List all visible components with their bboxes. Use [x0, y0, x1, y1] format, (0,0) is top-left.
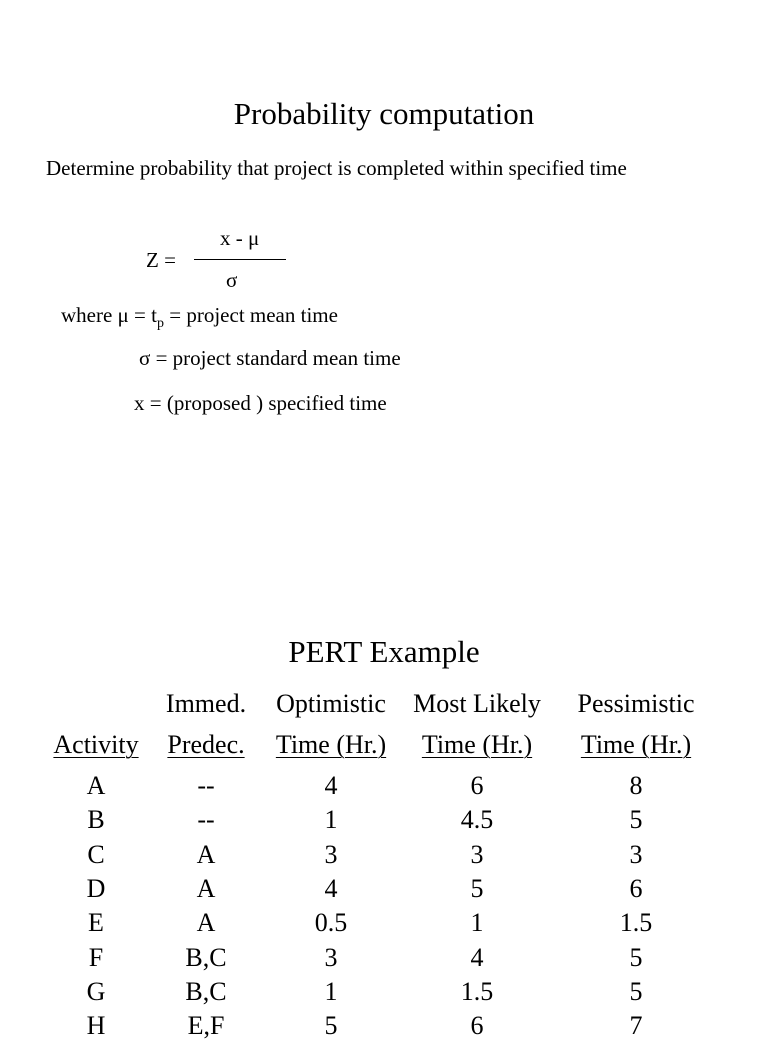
probability-description: Determine probability that project is completed within specified time [46, 156, 627, 180]
formula-lhs: Z = [146, 248, 176, 272]
pert-cell-pessimistic: 7 [629, 1011, 643, 1041]
definition-sigma: σ = project standard mean time [139, 346, 401, 370]
pert-header-bottom-2: Time (Hr.) [275, 730, 387, 759]
pert-cell-most-likely: 4.5 [460, 805, 494, 835]
formula-numerator: x - μ [220, 226, 260, 250]
definition-mu [61, 303, 338, 331]
pert-cell-activity: B [87, 805, 105, 835]
definition-mu-suffix: = project mean time [164, 303, 338, 327]
pert-header-bottom-3: Time (Hr.) [421, 730, 533, 759]
pert-cell-predecessor: -- [197, 805, 215, 835]
pert-cell-optimistic: 3 [324, 839, 338, 869]
definition-mu-prefix: where μ = t [61, 303, 157, 327]
pert-cell-activity: H [86, 1011, 106, 1041]
pert-cell-activity: C [87, 839, 105, 869]
pert-cell-optimistic: 4 [324, 873, 338, 903]
pert-cell-pessimistic: 5 [629, 805, 643, 835]
pert-header-top-1: Immed. [165, 689, 247, 718]
pert-cell-predecessor: A [196, 839, 216, 869]
formula-denominator: σ [226, 268, 238, 292]
probability-title: Probability computation [233, 96, 535, 131]
pert-cell-optimistic: 1 [324, 805, 338, 835]
pert-cell-optimistic: 1 [324, 976, 338, 1006]
pert-cell-predecessor: B,C [185, 942, 227, 972]
pert-cell-most-likely: 6 [470, 771, 484, 800]
pert-cell-optimistic: 4 [324, 771, 338, 800]
pert-cell-predecessor: A [196, 908, 216, 938]
fraction-bar [194, 259, 286, 260]
pert-cell-predecessor: E,F [187, 1011, 225, 1041]
pert-cell-pessimistic: 5 [629, 976, 643, 1006]
pert-cell-pessimistic: 1.5 [619, 908, 653, 938]
pert-cell-predecessor: -- [197, 771, 215, 800]
pert-cell-activity: F [88, 942, 104, 972]
pert-cell-most-likely: 3 [470, 839, 484, 869]
pert-cell-pessimistic: 3 [629, 839, 643, 869]
pert-cell-pessimistic: 8 [629, 771, 643, 800]
definition-x: x = (proposed ) specified time [134, 391, 387, 415]
pert-cell-predecessor: B,C [185, 976, 227, 1006]
pert-cell-most-likely: 1.5 [460, 976, 494, 1006]
pert-cell-activity: E [88, 908, 104, 938]
pert-cell-pessimistic: 6 [629, 873, 643, 903]
pert-header-bottom-0: Activity [53, 730, 139, 759]
definition-mu-subscript: p [157, 316, 164, 331]
pert-cell-optimistic: 5 [324, 1011, 338, 1041]
pert-cell-pessimistic: 5 [629, 942, 643, 972]
pert-cell-most-likely: 1 [470, 908, 484, 938]
pert-header-bottom-1: Predec. [167, 730, 245, 759]
pert-title: PERT Example [288, 634, 480, 669]
pert-cell-most-likely: 6 [470, 1011, 484, 1041]
pert-cell-optimistic: 3 [324, 942, 338, 972]
pert-cell-activity: D [86, 873, 106, 903]
pert-cell-predecessor: A [196, 873, 216, 903]
pert-header-top-4: Pessimistic [577, 689, 695, 718]
pert-header-top-3: Most Likely [413, 689, 541, 718]
pert-header-top-2: Optimistic [276, 689, 386, 718]
pert-cell-optimistic: 0.5 [314, 908, 348, 938]
pert-cell-activity: G [86, 976, 106, 1006]
pert-cell-most-likely: 5 [470, 873, 484, 903]
pert-cell-most-likely: 4 [470, 942, 484, 972]
pert-cell-activity: A [86, 771, 106, 800]
pert-header-bottom-4: Time (Hr.) [580, 730, 692, 759]
